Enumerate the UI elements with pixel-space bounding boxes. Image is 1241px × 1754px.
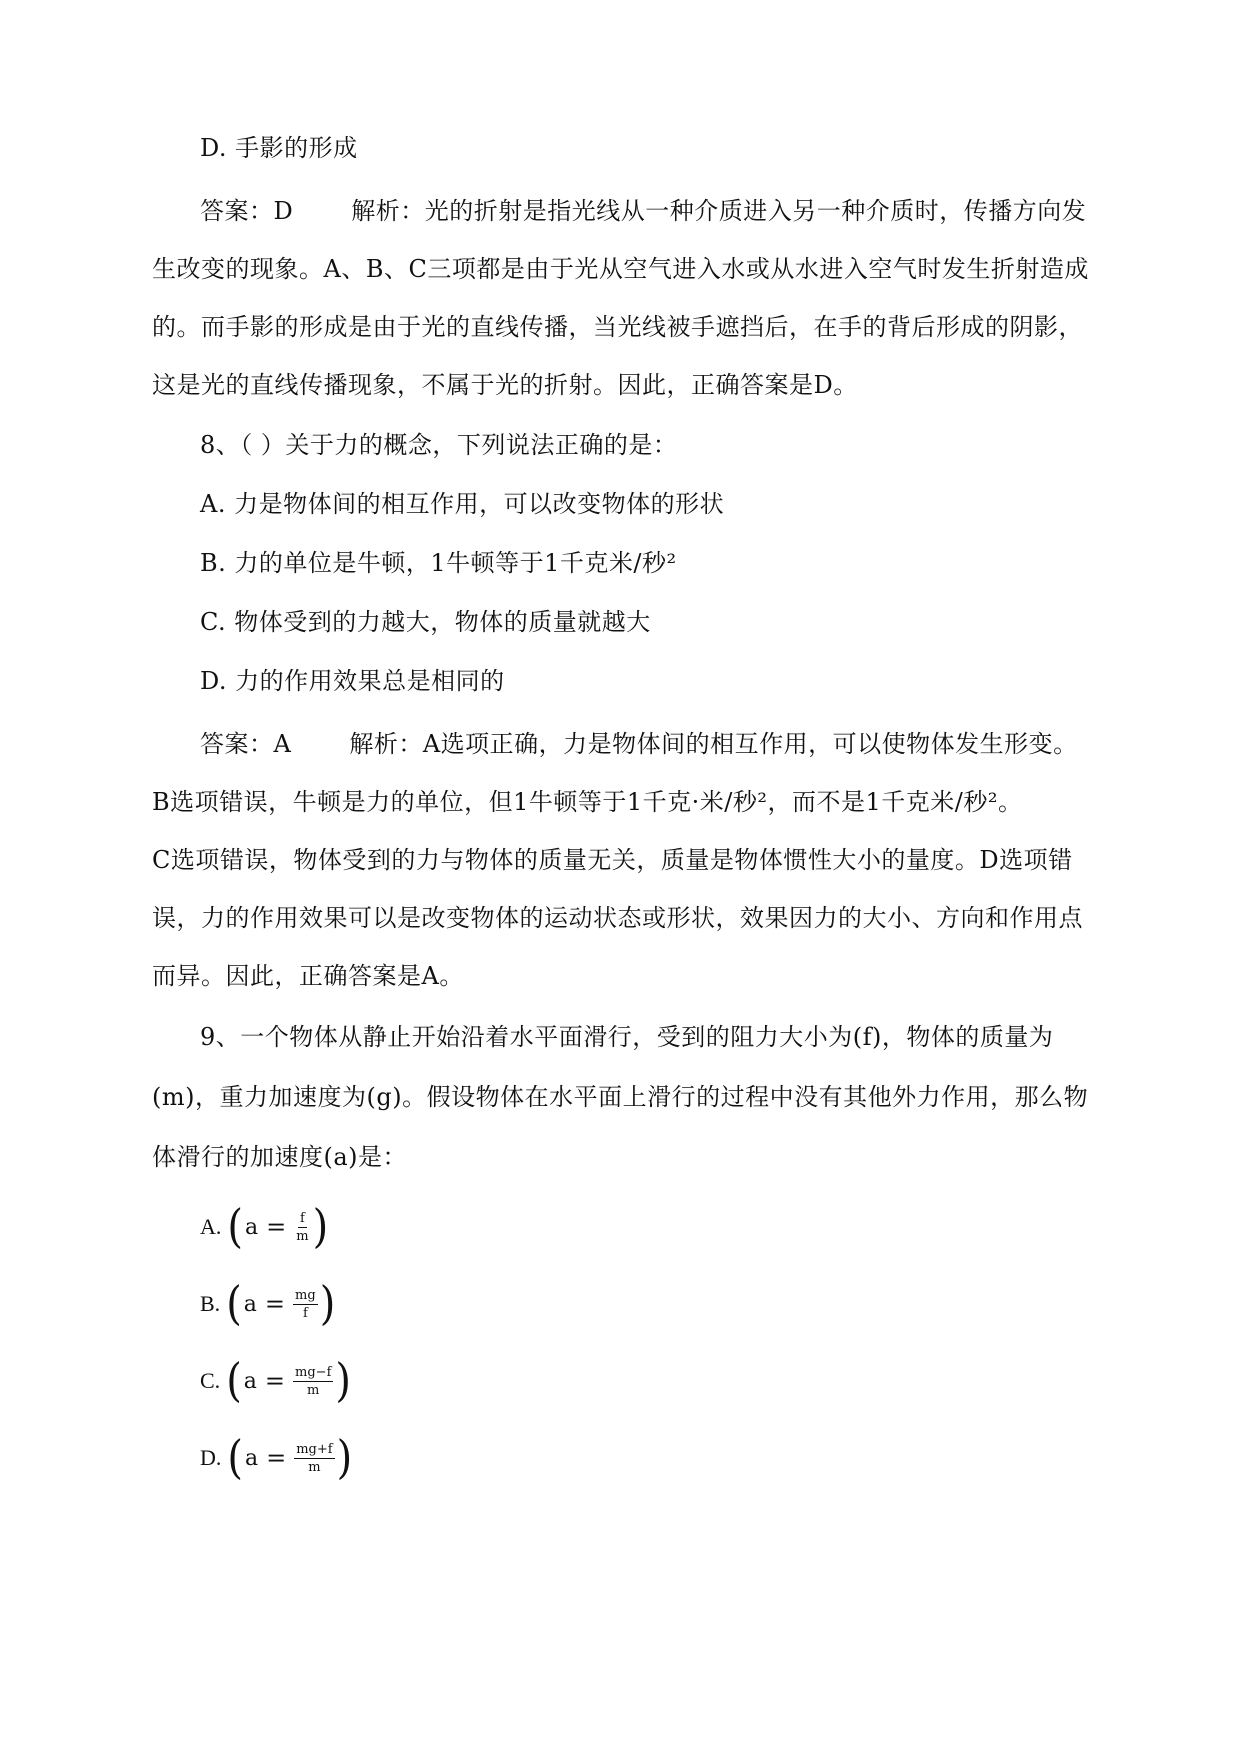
denominator: f	[302, 1305, 308, 1321]
q7-analysis-line-3: 的。而手影的形成是由于光的直线传播，当光线被手遮挡后，在手的背后形成的阴影，	[152, 313, 1083, 341]
left-paren: (	[226, 1277, 242, 1331]
q8-answer-line	[200, 727, 1150, 761]
right-paren: )	[335, 1354, 351, 1408]
q8-analysis-line-5: 而异。因此，正确答案是A。	[152, 962, 464, 990]
q7-answer-label: 答案：D	[200, 197, 294, 225]
q9-var-g: (g)	[366, 1083, 403, 1111]
q9-stem-line-1	[200, 1020, 1150, 1054]
q9-stem-text: 9、一个物体从静止开始沿着水平面滑行，受到的阻力大小为	[200, 1023, 853, 1051]
q8-analysis-text: 解析：A选项正确，力是物体间的相互作用，可以使物体发生形变。	[349, 730, 1078, 758]
q9-stem-text: ，物体的质量为	[881, 1023, 1054, 1051]
equals-sign: =	[266, 1213, 287, 1241]
q8-analysis-line-3: C选项错误，物体受到的力与物体的质量无关，质量是物体惯性大小的量度。D选项错	[152, 846, 1073, 874]
fraction	[294, 1211, 310, 1244]
denominator: m	[308, 1459, 321, 1475]
equation	[245, 1442, 335, 1475]
q9-stem-text: ，重力加速度为	[194, 1083, 367, 1111]
q9-stem-line-3	[152, 1140, 1102, 1174]
q8-stem: 8、（ ）关于力的概念，下列说法正确的是：	[200, 431, 678, 459]
numerator: f	[299, 1210, 305, 1226]
q9-var-m: (m)	[152, 1083, 195, 1111]
q8-option-b: B. 力的单位是牛顿，1牛顿等于1千克米/秒²	[200, 549, 677, 577]
q9-stem-text: 体滑行的加速度	[152, 1143, 324, 1171]
fraction	[293, 1288, 318, 1321]
lhs: a	[243, 1368, 257, 1394]
denominator: m	[296, 1228, 309, 1244]
q8-option-a: A. 力是物体间的相互作用，可以改变物体的形状	[200, 490, 725, 518]
equals-sign: =	[264, 1290, 286, 1318]
lhs: a	[245, 1445, 259, 1471]
left-paren: (	[227, 1431, 243, 1485]
numerator: mg	[295, 1287, 316, 1303]
q9-var-a: (a)	[323, 1143, 359, 1171]
q8-analysis-line-2: B选项错误，牛顿是力的单位，但1牛顿等于1千克·米/秒²，而不是1千克米/秒²。	[152, 788, 1023, 816]
q7-analysis-line-2: 生改变的现象。A、B、C三项都是由于光从空气进入水或从水进入空气时发生折射造成	[152, 255, 1089, 283]
q7-option-d: D. 手影的形成	[200, 134, 358, 162]
option-label: A.	[200, 1214, 222, 1239]
q8-option-d: D. 力的作用效果总是相同的	[200, 667, 505, 695]
fraction	[294, 1442, 334, 1475]
q9-stem-text: 是：	[358, 1143, 408, 1171]
q7-answer-line	[200, 194, 1150, 228]
q9-var-f: (f)	[852, 1023, 882, 1051]
numerator: mg−f	[295, 1364, 332, 1380]
right-paren: )	[312, 1200, 329, 1254]
equals-sign: =	[266, 1444, 287, 1472]
option-label: D.	[200, 1445, 222, 1470]
equation	[245, 1211, 311, 1244]
denominator: m	[307, 1382, 320, 1398]
q9-option-b	[200, 1274, 335, 1334]
left-paren: (	[227, 1200, 243, 1254]
q9-option-d	[200, 1428, 352, 1488]
equation	[244, 1288, 318, 1321]
fraction	[293, 1365, 333, 1398]
option-label: C.	[200, 1368, 221, 1393]
q9-stem-line-2	[152, 1080, 1102, 1114]
q8-analysis-line-4: 误，力的作用效果可以是改变物体的运动状态或形状，效果因力的大小、方向和作用点	[152, 904, 1083, 932]
q7-analysis-text: 解析：光的折射是指光线从一种介质进入另一种介质时，传播方向发	[351, 197, 1087, 225]
right-paren: )	[319, 1277, 336, 1331]
equals-sign: =	[264, 1367, 286, 1395]
q8-option-c: C. 物体受到的力越大，物体的质量就越大	[200, 608, 651, 636]
equation	[244, 1365, 334, 1398]
q9-option-a	[200, 1197, 328, 1257]
q9-stem-text: 。假设物体在水平面上滑行的过程中没有其他外力作用，那么物	[402, 1083, 1089, 1111]
numerator: mg+f	[296, 1441, 333, 1457]
q7-analysis-line-4: 这是光的直线传播现象，不属于光的折射。因此，正确答案是D。	[152, 371, 858, 399]
lhs: a	[243, 1291, 257, 1317]
q8-answer-label: 答案：A	[200, 730, 292, 758]
option-label: B.	[200, 1291, 221, 1316]
q9-option-c	[200, 1351, 351, 1411]
lhs: a	[245, 1214, 259, 1240]
right-paren: )	[336, 1431, 353, 1485]
left-paren: (	[226, 1354, 242, 1408]
